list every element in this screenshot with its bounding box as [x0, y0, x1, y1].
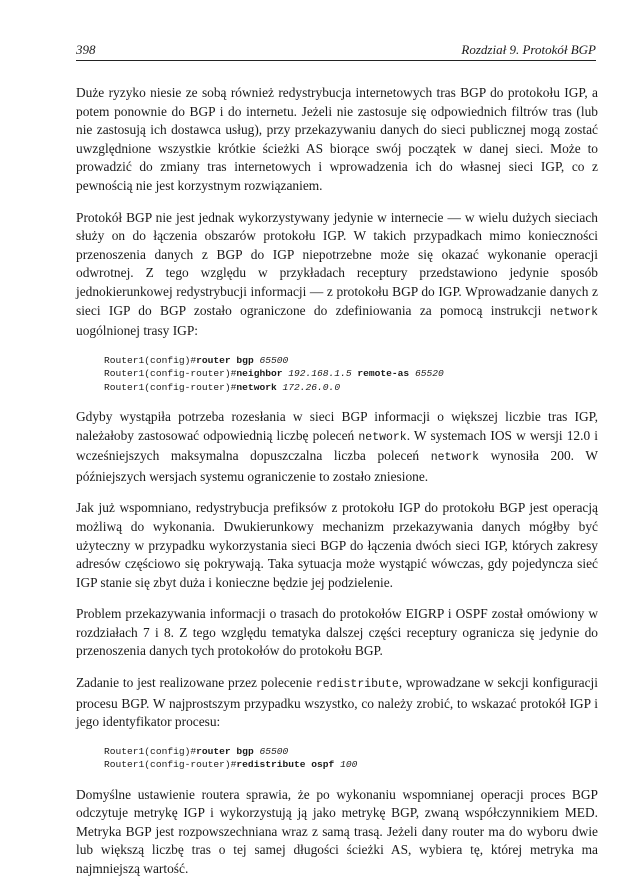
inline-code-network: network — [549, 305, 598, 319]
page-header — [76, 40, 596, 61]
code-prompt: Router1(config-router)# — [104, 368, 237, 380]
code-command: remote-as — [357, 368, 410, 380]
code-command: neighbor — [236, 368, 283, 380]
paragraph-1: Duże ryzyko niesie ze sobą również redystrybucja internetowych tras BGP do protokołu IGP, a potem ponownie do BGP i do internetu. Jeżeli nie zastosuje się odpowiednich filtrów tras (lub nie zastosują ich dostawca usług), przy przekazywaniu danych do sieci publicznej mogą zostać uwzględnione wszystkie krótkie ścieżki AS biorące swój początek w danej sieci. Może to prowadzić do zmiany tras internetowych i wprowadzenia ich do własnej sieci IGP, co z pewnością nie jest korzystnym rozwiązaniem. — [76, 85, 598, 193]
code-line — [104, 381, 598, 394]
paragraph-2-text-b: uogólnionej trasy IGP: — [76, 323, 198, 339]
paragraph-3-text-c: wynosiła 200. W późniejszych wersjach systemu ograniczenie to zostało zniesione. — [76, 448, 598, 484]
paragraph-6-text-b: , wprowadzane w sekcji konfiguracji procesu BGP. W najprostszym przypadku wszystko, co należy zrobić, to wskazać protokół IGP i jego identyfikator procesu: — [76, 675, 598, 730]
code-line — [104, 758, 598, 771]
code-prompt: Router1(config-router)# — [104, 381, 237, 393]
paragraph-3-text-a: Gdyby wystąpiła potrzeba rozesłania w sieci BGP informacji o większej liczbie tras IGP, należałoby zastosować odpowiednią liczbę poleceń — [76, 408, 598, 443]
code-prompt: Router1(config-router)# — [104, 759, 237, 771]
code-command: redistribute ospf — [236, 759, 335, 771]
code-argument: 65500 — [259, 354, 289, 366]
body-text — [76, 84, 598, 892]
code-line — [104, 367, 598, 380]
paragraph-2 — [76, 209, 598, 341]
code-argument: 65500 — [259, 745, 289, 757]
code-command: router bgp — [196, 354, 254, 366]
running-head: Rozdział 9. Protokół BGP — [461, 42, 596, 57]
paragraph-5: Problem przekazywania informacji o trasach do protokołów EIGRP i OSPF został omówiony w rozdziałach 7 i 8. Z tego względu tematyka dalszej części receptury ogranicza się jedynie do przenoszenia danych tych protokołów do protokołu BGP. — [76, 606, 598, 659]
paragraph-2-text-a: Protokół BGP nie jest jednak wykorzystywany jedynie w internecie — w wielu dużych sieciach służy on do łączenia obszarów protokołu IGP. W takich przypadkach mimo konieczności przenoszenia danych z BGP do IGP niepotrzebne może się okazać wykonanie operacji odwrotnej. Z tego względu w przykładach receptury przedstawiono jedynie sposób jednokierunkowej redystrybucji informacji — z protokołu BGP do IGP. Wprowadzanie danych z sieci IGP do BGP zostało ograniczone do zdefiniowania za pomocą instrukcji — [76, 209, 598, 318]
code-prompt: Router1(config)# — [104, 745, 197, 757]
code-argument: 65520 — [414, 368, 444, 380]
paragraph-3-text-b: . W systemach IOS w wersji 12.0 i wcześniejszych maksymalna dopuszczalna liczba poleceń — [76, 427, 599, 464]
page-number: 398 — [76, 42, 96, 57]
code-line — [104, 745, 598, 758]
inline-code-network: network — [430, 451, 479, 465]
inline-code-network: network — [358, 430, 407, 444]
code-command: network — [236, 381, 277, 393]
paragraph-7: Domyślne ustawienie routera sprawia, że po wykonaniu wspomnianej operacji proces BGP odczytuje metrykę IGP i wykorzystują ją jako metrykę BGP, zwaną współczynnikiem MED. Metryka BGP jest rozpowszechniana wraz z samą trasą. Jeżeli dany router ma do wyboru dwie lub większą liczbę tras o tej samej długości ścieżki AS, wybiera tę, której metryka ma najmniejszą wartość. — [76, 786, 598, 877]
paragraph-3 — [76, 408, 598, 486]
code-block-2 — [104, 745, 598, 772]
code-line — [104, 354, 598, 367]
code-block-1 — [104, 354, 598, 394]
code-argument: 172.26.0.0 — [282, 381, 341, 393]
code-argument: 100 — [340, 759, 358, 771]
paragraph-4: Jak już wspomniano, redystrybucja prefiksów z protokołu IGP do protokołu BGP jest operacją możliwą do wykonania. Dwukierunkowy mechanizm przekazywania danych mógłby być użyteczny w przypadku wykorzystania sieci BGP do łączenia dwóch sieci IGP, których zakresy adresów częściowo się pokrywają. Taka sytuacja może wystąpić wówczas, gdy pojedyncza sieć IGP stanie się zbyt duża i konieczne będzie jej podzielenie. — [76, 500, 598, 590]
code-argument: 192.168.1.5 — [288, 368, 352, 380]
code-command: router bgp — [196, 745, 254, 757]
paragraph-6 — [76, 674, 598, 732]
code-prompt: Router1(config)# — [104, 354, 197, 366]
paragraph-6-text-a: Zadanie to jest realizowane przez polecenie — [76, 675, 316, 691]
inline-code-redistribute: redistribute — [315, 678, 399, 692]
